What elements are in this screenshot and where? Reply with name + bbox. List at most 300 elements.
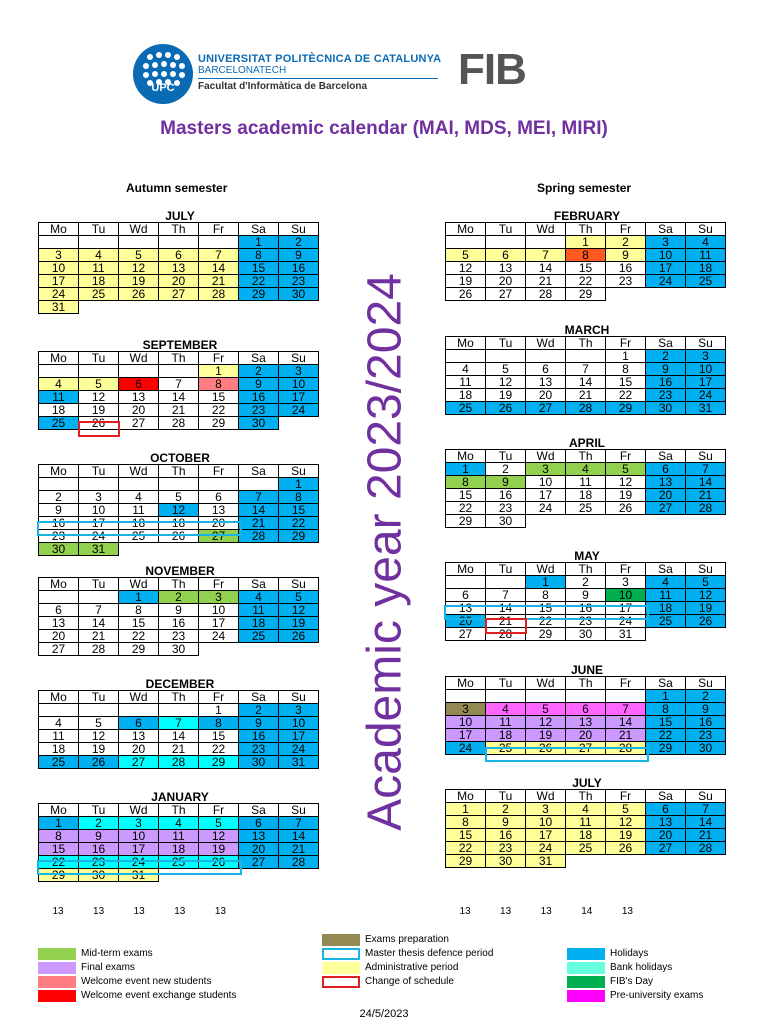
day-cell: 17	[686, 376, 726, 389]
day-cell: 18	[119, 517, 159, 530]
day-cell: 30	[279, 288, 319, 301]
day-cell: 6	[526, 363, 566, 376]
day-cell: 11	[446, 376, 486, 389]
day-cell: 10	[446, 716, 486, 729]
day-cell: 7	[686, 803, 726, 816]
day-cell	[566, 350, 606, 363]
day-cell: 5	[686, 576, 726, 589]
day-cell: 12	[446, 262, 486, 275]
day-cell: 18	[686, 262, 726, 275]
day-cell: 22	[646, 729, 686, 742]
day-cell: 11	[686, 249, 726, 262]
day-cell: 15	[526, 602, 566, 615]
day-cell: 16	[239, 730, 279, 743]
day-cell	[119, 704, 159, 717]
upc-logo-dot	[170, 62, 176, 68]
upc-logo-dot	[174, 54, 180, 60]
day-cell: 29	[39, 869, 79, 882]
day-cell: 21	[486, 615, 526, 628]
weekday-header: Fr	[199, 223, 239, 236]
legend-swatch	[38, 948, 76, 960]
day-cell: 23	[606, 275, 646, 288]
day-cell: 4	[446, 363, 486, 376]
day-cell: 14	[239, 504, 279, 517]
weekday-header: Sa	[646, 337, 686, 350]
month-name: JANUARY	[151, 790, 209, 804]
day-cell: 14	[199, 262, 239, 275]
weekday-header: Sa	[239, 578, 279, 591]
day-cell: 4	[486, 703, 526, 716]
day-cell: 2	[39, 491, 79, 504]
day-cell	[159, 478, 199, 491]
calendar-grid	[445, 449, 726, 528]
day-cell: 4	[686, 236, 726, 249]
page-title: Masters academic calendar (MAI, MDS, MEI, MIRI)	[160, 118, 608, 139]
day-cell: 17	[446, 729, 486, 742]
day-cell: 3	[606, 576, 646, 589]
weekday-header: Su	[279, 465, 319, 478]
day-cell: 28	[606, 742, 646, 755]
day-cell: 15	[119, 617, 159, 630]
day-cell: 24	[686, 389, 726, 402]
calendar-grid	[38, 464, 319, 556]
day-cell: 25	[566, 842, 606, 855]
day-cell: 14	[526, 262, 566, 275]
day-cell: 28	[239, 530, 279, 543]
day-cell: 6	[199, 491, 239, 504]
legend-label: Administrative period	[365, 962, 459, 973]
weekday-header: Sa	[239, 352, 279, 365]
weekday-header: Sa	[239, 465, 279, 478]
day-cell: 2	[486, 803, 526, 816]
day-cell: 28	[159, 417, 199, 430]
day-cell: 13	[159, 262, 199, 275]
day-cell: 18	[486, 729, 526, 742]
day-cell: 13	[446, 602, 486, 615]
day-cell: 20	[159, 275, 199, 288]
weekday-header: Fr	[199, 465, 239, 478]
day-cell: 3	[279, 704, 319, 717]
day-cell: 29	[199, 756, 239, 769]
day-cell: 22	[446, 842, 486, 855]
day-cell: 20	[239, 843, 279, 856]
day-cell: 1	[239, 236, 279, 249]
day-cell: 26	[159, 530, 199, 543]
day-cell: 27	[199, 530, 239, 543]
day-cell: 29	[279, 530, 319, 543]
legend-label: Mid-term exams	[81, 948, 153, 959]
weekday-header: Wd	[526, 677, 566, 690]
legend-label: Welcome event new students	[81, 976, 212, 987]
weekday-header: Mo	[446, 790, 486, 803]
weekday-header: Fr	[606, 337, 646, 350]
weekday-header: Fr	[199, 804, 239, 817]
day-cell: 29	[239, 288, 279, 301]
day-cell: 13	[239, 830, 279, 843]
day-cell: 23	[279, 275, 319, 288]
day-cell: 19	[686, 602, 726, 615]
day-cell: 12	[606, 476, 646, 489]
day-cell: 12	[686, 589, 726, 602]
weekday-header: Tu	[79, 691, 119, 704]
day-cell: 22	[39, 856, 79, 869]
day-cell	[79, 478, 119, 491]
day-cell: 4	[566, 463, 606, 476]
day-cell: 6	[646, 803, 686, 816]
day-cell: 5	[279, 591, 319, 604]
day-cell: 18	[159, 517, 199, 530]
day-cell: 9	[606, 249, 646, 262]
weekday-count: 13	[133, 906, 145, 917]
day-cell: 11	[79, 262, 119, 275]
day-cell: 1	[606, 350, 646, 363]
day-cell: 14	[486, 602, 526, 615]
weekday-header: Sa	[646, 563, 686, 576]
day-cell: 3	[646, 236, 686, 249]
day-cell	[119, 478, 159, 491]
day-cell: 11	[486, 716, 526, 729]
day-cell: 23	[39, 530, 79, 543]
day-cell: 20	[526, 389, 566, 402]
day-cell: 20	[566, 729, 606, 742]
upc-logo	[133, 44, 193, 104]
day-cell: 9	[686, 703, 726, 716]
day-cell	[39, 591, 79, 604]
day-cell: 4	[119, 491, 159, 504]
day-cell: 4	[566, 803, 606, 816]
day-cell	[119, 236, 159, 249]
day-cell: 26	[606, 842, 646, 855]
day-cell: 5	[159, 491, 199, 504]
month-november-autumn	[38, 564, 322, 674]
day-cell: 3	[119, 817, 159, 830]
day-cell: 13	[646, 816, 686, 829]
day-cell: 6	[486, 249, 526, 262]
weekday-header: Fr	[606, 450, 646, 463]
day-cell: 26	[79, 756, 119, 769]
day-cell: 21	[526, 275, 566, 288]
legend-label: Change of schedule	[365, 976, 454, 987]
day-cell: 22	[279, 517, 319, 530]
weekday-header: Wd	[119, 804, 159, 817]
month-name: NOVEMBER	[145, 564, 215, 578]
day-cell: 1	[446, 803, 486, 816]
day-cell: 17	[646, 262, 686, 275]
day-cell: 29	[526, 628, 566, 641]
day-cell: 22	[199, 743, 239, 756]
day-cell: 4	[79, 249, 119, 262]
day-cell: 27	[486, 288, 526, 301]
upc-logo-dot	[165, 52, 171, 58]
weekday-header: Tu	[79, 223, 119, 236]
day-cell: 10	[606, 589, 646, 602]
weekday-header: Wd	[526, 563, 566, 576]
day-cell: 8	[526, 589, 566, 602]
weekday-count: 13	[500, 906, 512, 917]
day-cell: 20	[646, 489, 686, 502]
day-cell: 1	[199, 365, 239, 378]
day-cell: 24	[279, 404, 319, 417]
day-cell: 27	[526, 402, 566, 415]
weekday-header: Fr	[606, 563, 646, 576]
month-name: APRIL	[569, 436, 605, 450]
weekday-header: Sa	[239, 691, 279, 704]
day-cell: 2	[239, 704, 279, 717]
day-cell: 14	[686, 476, 726, 489]
day-cell: 26	[686, 615, 726, 628]
day-cell: 31	[79, 543, 119, 556]
day-cell: 8	[606, 363, 646, 376]
day-cell: 12	[119, 262, 159, 275]
day-cell: 9	[239, 717, 279, 730]
day-cell: 1	[566, 236, 606, 249]
day-cell: 13	[526, 376, 566, 389]
upc-logo-dot	[170, 71, 176, 77]
weekday-header: Su	[279, 804, 319, 817]
day-cell: 31	[526, 855, 566, 868]
day-cell: 5	[606, 803, 646, 816]
day-cell: 25	[239, 630, 279, 643]
month-march-spring	[445, 323, 729, 433]
day-cell: 20	[486, 275, 526, 288]
weekday-count: 13	[214, 906, 226, 917]
day-cell: 24	[119, 856, 159, 869]
day-cell	[486, 576, 526, 589]
weekday-header: Su	[279, 691, 319, 704]
day-cell: 26	[119, 288, 159, 301]
day-cell: 17	[526, 829, 566, 842]
day-cell: 26	[279, 630, 319, 643]
day-cell: 9	[646, 363, 686, 376]
day-cell: 30	[239, 756, 279, 769]
day-cell: 18	[39, 404, 79, 417]
day-cell: 21	[159, 743, 199, 756]
day-cell: 25	[79, 288, 119, 301]
weekday-header: Wd	[526, 223, 566, 236]
day-cell	[446, 350, 486, 363]
day-cell: 30	[159, 643, 199, 656]
day-cell: 1	[199, 704, 239, 717]
day-cell: 14	[686, 816, 726, 829]
day-cell: 2	[159, 591, 199, 604]
weekday-header: Mo	[446, 563, 486, 576]
day-cell: 8	[279, 491, 319, 504]
weekday-count: 13	[52, 906, 64, 917]
day-cell: 19	[199, 843, 239, 856]
day-cell: 10	[279, 717, 319, 730]
day-cell: 13	[39, 617, 79, 630]
day-cell: 27	[446, 628, 486, 641]
day-cell	[119, 365, 159, 378]
weekday-header: Wd	[119, 691, 159, 704]
calendar-grid	[445, 676, 726, 755]
day-cell: 19	[606, 829, 646, 842]
day-cell: 3	[526, 803, 566, 816]
weekday-header: Mo	[39, 223, 79, 236]
day-cell: 17	[279, 730, 319, 743]
day-cell: 5	[199, 817, 239, 830]
weekday-header: Mo	[446, 337, 486, 350]
day-cell: 29	[606, 402, 646, 415]
weekday-header: Tu	[486, 563, 526, 576]
weekday-header: Tu	[79, 578, 119, 591]
day-cell	[239, 478, 279, 491]
day-cell	[39, 704, 79, 717]
day-cell: 16	[686, 716, 726, 729]
day-cell: 19	[79, 404, 119, 417]
day-cell: 29	[119, 643, 159, 656]
day-cell: 12	[199, 830, 239, 843]
day-cell: 12	[526, 716, 566, 729]
upc-logo-dot	[179, 72, 185, 78]
weekday-header: Su	[686, 223, 726, 236]
day-cell: 26	[199, 856, 239, 869]
day-cell: 4	[39, 717, 79, 730]
day-cell: 1	[279, 478, 319, 491]
weekday-header: Fr	[606, 223, 646, 236]
weekday-count: 13	[540, 906, 552, 917]
day-cell: 24	[446, 742, 486, 755]
day-cell: 23	[239, 404, 279, 417]
weekday-header: Fr	[199, 578, 239, 591]
weekday-header: Tu	[486, 223, 526, 236]
day-cell: 18	[239, 617, 279, 630]
day-cell: 16	[279, 262, 319, 275]
day-cell: 19	[279, 617, 319, 630]
day-cell: 2	[279, 236, 319, 249]
day-cell: 28	[526, 288, 566, 301]
weekday-header: Wd	[119, 578, 159, 591]
day-cell: 10	[526, 476, 566, 489]
upc-logo-dot	[152, 62, 158, 68]
day-cell: 4	[646, 576, 686, 589]
autumn-semester-title: Autumn semester	[126, 181, 228, 195]
day-cell: 19	[526, 729, 566, 742]
day-cell: 7	[199, 249, 239, 262]
day-cell: 8	[446, 476, 486, 489]
day-cell: 20	[119, 743, 159, 756]
month-february-spring	[445, 209, 729, 319]
legend-swatch	[567, 948, 605, 960]
day-cell: 29	[646, 742, 686, 755]
weekday-header: Mo	[446, 677, 486, 690]
day-cell: 19	[79, 743, 119, 756]
day-cell: 7	[606, 703, 646, 716]
month-name: SEPTEMBER	[142, 338, 218, 352]
day-cell: 7	[486, 589, 526, 602]
day-cell: 29	[199, 417, 239, 430]
day-cell: 30	[686, 742, 726, 755]
month-name: MAY	[574, 549, 600, 563]
day-cell: 11	[39, 391, 79, 404]
day-cell	[446, 236, 486, 249]
day-cell: 3	[199, 591, 239, 604]
legend-label: Welcome event exchange students	[81, 990, 237, 1001]
day-cell: 22	[446, 502, 486, 515]
day-cell: 8	[566, 249, 606, 262]
day-cell: 13	[566, 716, 606, 729]
weekday-header: Th	[566, 790, 606, 803]
weekday-header: Fr	[199, 691, 239, 704]
day-cell: 13	[199, 504, 239, 517]
day-cell	[446, 690, 486, 703]
weekday-count: 13	[93, 906, 105, 917]
day-cell: 26	[486, 402, 526, 415]
legend-label: Final exams	[81, 962, 135, 973]
day-cell: 26	[446, 288, 486, 301]
day-cell: 10	[39, 262, 79, 275]
day-cell: 31	[279, 756, 319, 769]
day-cell: 27	[159, 288, 199, 301]
day-cell: 11	[119, 504, 159, 517]
month-january-autumn	[38, 790, 322, 900]
day-cell: 4	[39, 378, 79, 391]
day-cell: 10	[646, 249, 686, 262]
calendar-grid	[445, 336, 726, 415]
month-name: DECEMBER	[145, 677, 215, 691]
day-cell: 6	[646, 463, 686, 476]
day-cell: 25	[686, 275, 726, 288]
day-cell: 6	[566, 703, 606, 716]
day-cell: 18	[79, 275, 119, 288]
weekday-header: Sa	[646, 223, 686, 236]
day-cell	[199, 236, 239, 249]
upc-logo-dot	[161, 61, 167, 67]
day-cell	[159, 704, 199, 717]
day-cell: 4	[239, 591, 279, 604]
day-cell: 25	[119, 530, 159, 543]
month-name: JULY	[572, 776, 602, 790]
day-cell	[39, 236, 79, 249]
weekday-header: Th	[159, 352, 199, 365]
weekday-header: Th	[566, 337, 606, 350]
day-cell: 14	[606, 716, 646, 729]
month-october-autumn	[38, 451, 322, 561]
day-cell	[566, 690, 606, 703]
day-cell: 12	[486, 376, 526, 389]
day-cell: 15	[239, 262, 279, 275]
day-cell: 18	[566, 489, 606, 502]
day-cell: 21	[566, 389, 606, 402]
day-cell: 3	[279, 365, 319, 378]
day-cell: 16	[566, 602, 606, 615]
day-cell: 13	[646, 476, 686, 489]
day-cell: 30	[79, 869, 119, 882]
day-cell: 15	[199, 730, 239, 743]
day-cell: 19	[119, 275, 159, 288]
day-cell: 22	[606, 389, 646, 402]
weekday-header: Wd	[119, 223, 159, 236]
day-cell	[606, 690, 646, 703]
weekday-header: Tu	[79, 804, 119, 817]
weekday-header: Fr	[199, 352, 239, 365]
weekday-header: Fr	[606, 790, 646, 803]
day-cell: 27	[119, 417, 159, 430]
weekday-header: Sa	[646, 790, 686, 803]
calendar-grid	[38, 222, 319, 314]
day-cell: 6	[119, 717, 159, 730]
day-cell	[199, 478, 239, 491]
legend-label: Pre-university exams	[610, 990, 704, 1001]
day-cell: 10	[79, 504, 119, 517]
day-cell: 5	[119, 249, 159, 262]
weekday-header: Fr	[606, 677, 646, 690]
weekday-header: Tu	[79, 352, 119, 365]
upc-logo-dot	[147, 54, 153, 60]
weekday-header: Th	[159, 804, 199, 817]
weekday-header: Tu	[486, 790, 526, 803]
day-cell	[526, 690, 566, 703]
